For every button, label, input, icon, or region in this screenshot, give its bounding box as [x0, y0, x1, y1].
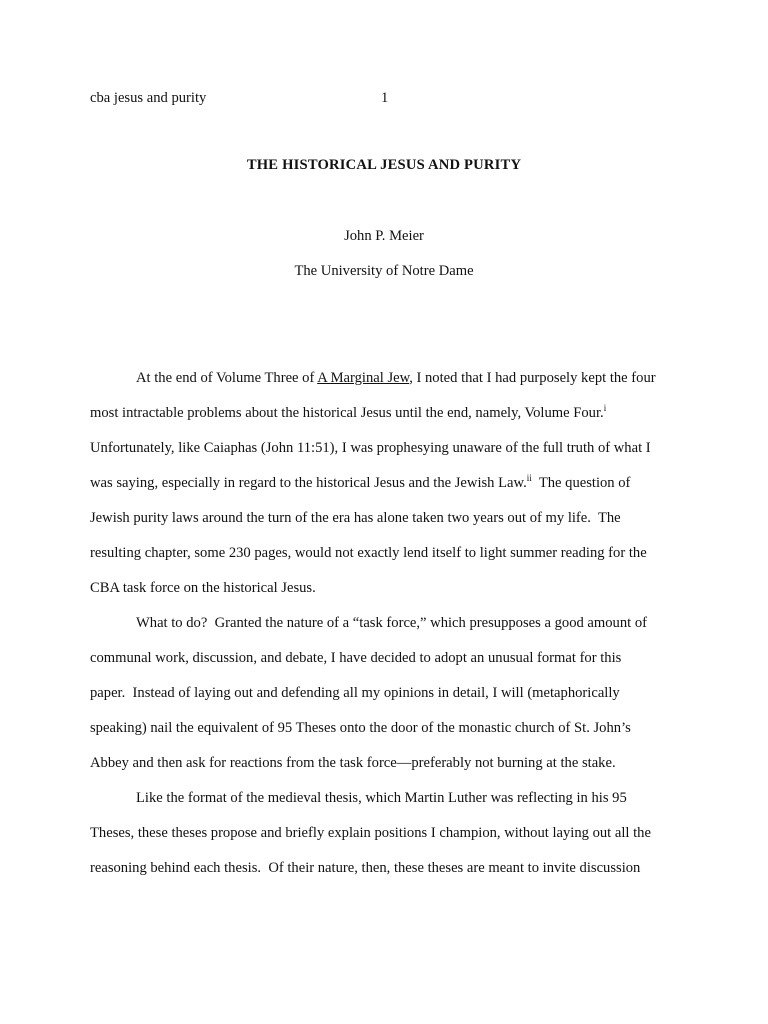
paper-title: THE HISTORICAL JESUS AND PURITY — [246, 157, 522, 173]
text-run: The question of — [531, 475, 631, 491]
page-number: 1 — [381, 90, 389, 106]
paragraph-1-line-3: Unfortunately, like Caiaphas (John 11:51), I was prophesying unaware of the full truth of what I — [90, 440, 651, 456]
paragraph-1-line-6: resulting chapter, some 230 pages, would not exactly lend itself to light summer reading for the — [90, 545, 647, 561]
text-run: At the end of Volume Three of — [136, 370, 318, 386]
paragraph-1-line-5: Jewish purity laws around the turn of the era has alone taken two years out of my life. The — [90, 510, 621, 526]
paragraph-2-line-3: paper. Instead of laying out and defending all my opinions in detail, I will (metaphorically — [90, 685, 620, 701]
endnote-marker[interactable]: ii — [526, 473, 532, 483]
book-title: A Marginal Jew — [317, 370, 410, 386]
running-title: cba jesus and purity — [90, 90, 207, 106]
endnote-marker[interactable]: i — [603, 403, 607, 413]
paragraph-2-line-1: What to do? Granted the nature of a “task force,” which presupposes a good amount of — [136, 615, 648, 631]
text-run: most intractable problems about the historical Jesus until the end, namely, Volume Four. — [90, 405, 604, 421]
running-header — [90, 90, 690, 110]
paragraph-1-line-1 — [136, 370, 656, 387]
paragraph-2-line-5: Abbey and then ask for reactions from the task force—preferably not burning at the stake. — [90, 755, 616, 771]
paragraph-3-line-2: Theses, these theses propose and briefly explain positions I champion, without laying out all the — [90, 825, 651, 841]
text-run: was saying, especially in regard to the historical Jesus and the Jewish Law. — [90, 475, 527, 491]
paragraph-3-line-3: reasoning behind each thesis. Of their nature, then, these theses are meant to invite discussion — [90, 860, 641, 876]
paragraph-1-line-7: CBA task force on the historical Jesus. — [90, 580, 316, 596]
paragraph-1-line-4 — [90, 475, 630, 492]
paragraph-3-line-1: Like the format of the medieval thesis, which Martin Luther was reflecting in his 95 — [136, 790, 627, 806]
paragraph-2-line-4: speaking) nail the equivalent of 95 Theses onto the door of the monastic church of St. John’s — [90, 720, 631, 736]
paragraph-2-line-2: communal work, discussion, and debate, I have decided to adopt an unusual format for this — [90, 650, 622, 666]
paragraph-1-line-2 — [90, 405, 606, 422]
author-affiliation: The University of Notre Dame — [294, 263, 474, 279]
text-run: , I noted that I had purposely kept the four — [409, 370, 656, 386]
author-name: John P. Meier — [344, 228, 424, 244]
